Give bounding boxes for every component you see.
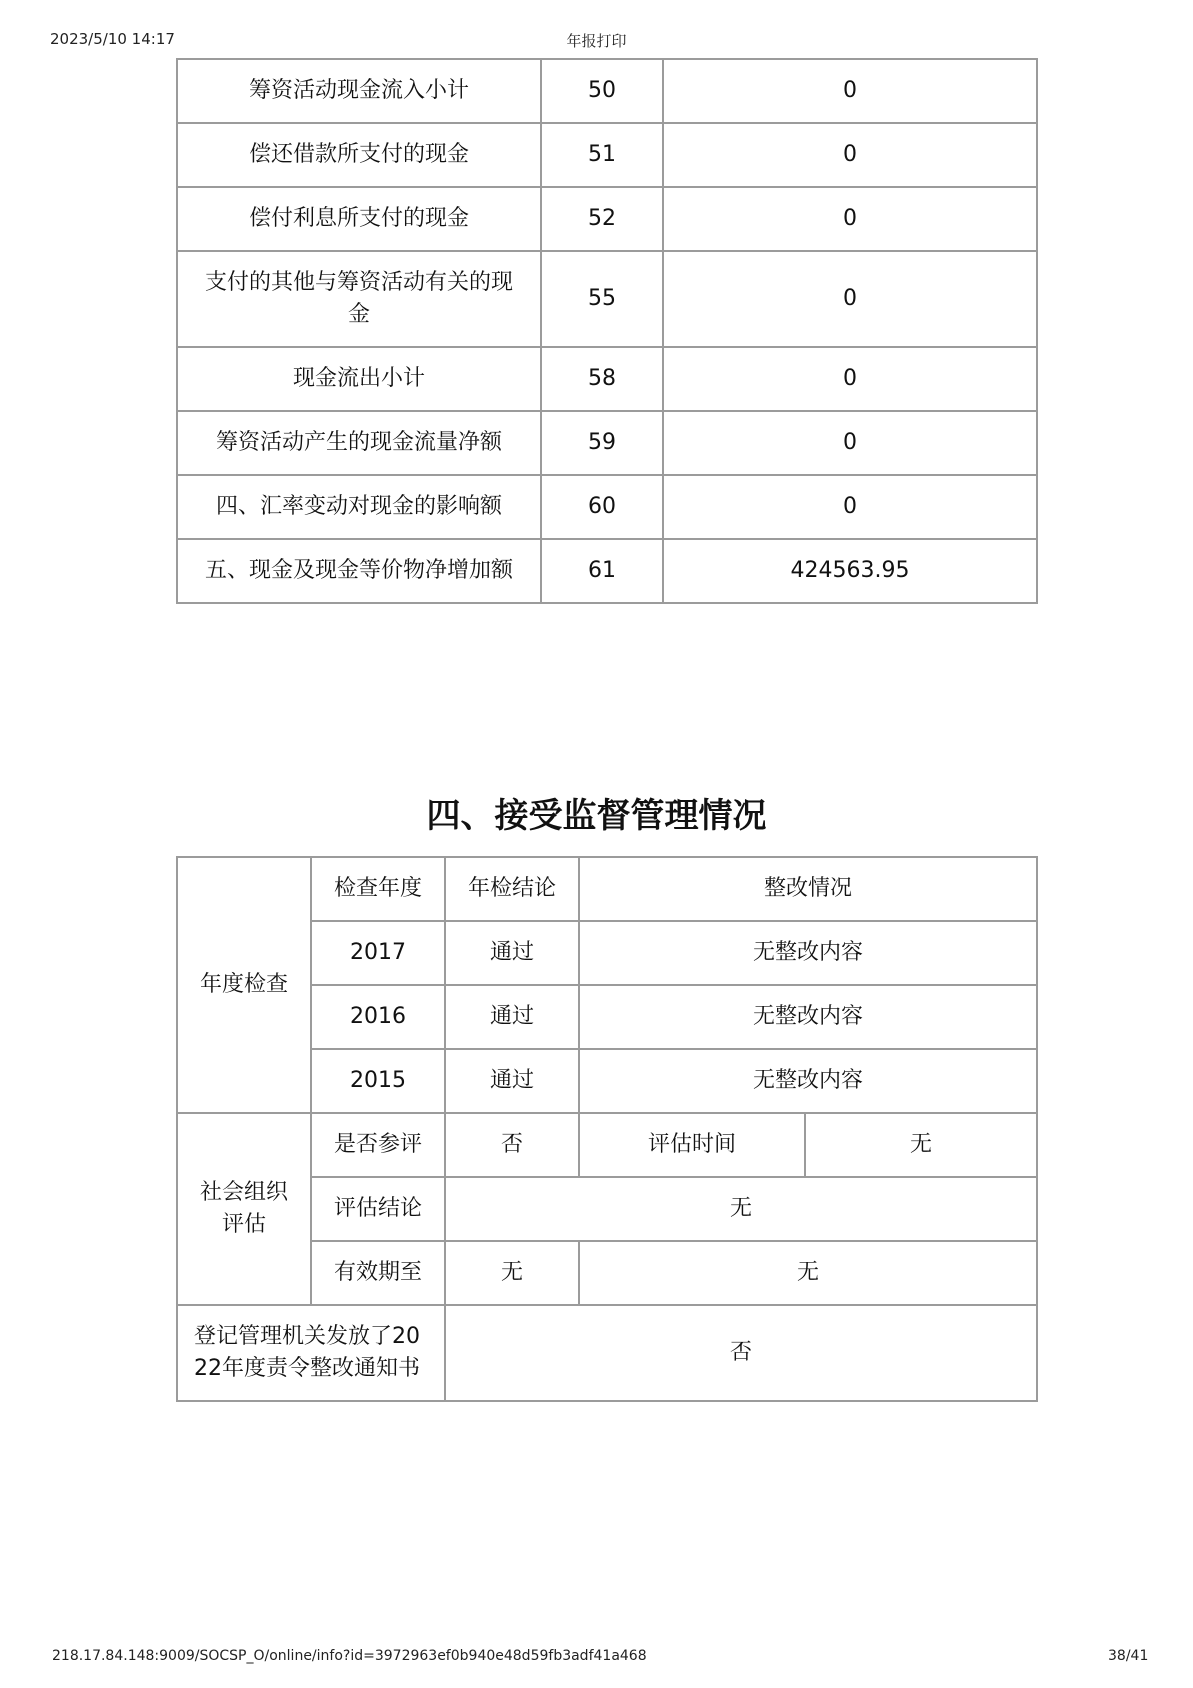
table-row — [177, 347, 1037, 411]
print-datetime: 2023/5/10 14:17 — [50, 30, 175, 48]
cashflow-value: 0 — [663, 123, 1037, 187]
cashflow-line-no: 52 — [541, 187, 663, 251]
inspection-conclusion: 通过 — [445, 921, 579, 985]
valid-until-label: 有效期至 — [311, 1241, 445, 1305]
eval-time-value: 无 — [805, 1113, 1037, 1177]
cashflow-item: 五、现金及现金等价物净增加额 — [177, 539, 541, 603]
header-rectification: 整改情况 — [579, 857, 1037, 921]
footer-url: 218.17.84.148:9009/SOCSP_O/online/info?id=3972963ef0b940e48d59fb3adf41a468 — [52, 1648, 647, 1664]
cashflow-table — [176, 58, 1038, 604]
supervision-table — [176, 856, 1038, 1402]
cashflow-line-no: 58 — [541, 347, 663, 411]
table-row — [177, 187, 1037, 251]
cashflow-item: 筹资活动现金流入小计 — [177, 59, 541, 123]
cashflow-value: 0 — [663, 251, 1037, 347]
inspection-year: 2016 — [311, 985, 445, 1049]
social-eval-label: 社会组织评估 — [177, 1113, 311, 1305]
rectification-notice-value: 否 — [445, 1305, 1037, 1401]
cashflow-line-no: 60 — [541, 475, 663, 539]
page-number: 38/41 — [1108, 1648, 1149, 1664]
inspection-conclusion: 通过 — [445, 1049, 579, 1113]
cashflow-item: 四、汇率变动对现金的影响额 — [177, 475, 541, 539]
cashflow-line-no: 50 — [541, 59, 663, 123]
cashflow-item: 筹资活动产生的现金流量净额 — [177, 411, 541, 475]
cashflow-value: 0 — [663, 187, 1037, 251]
cashflow-line-no: 61 — [541, 539, 663, 603]
inspection-rectification: 无整改内容 — [579, 1049, 1037, 1113]
header-year: 检查年度 — [311, 857, 445, 921]
eval-time-label: 评估时间 — [579, 1113, 805, 1177]
rectification-notice-label: 登记管理机关发放了2022年度责令整改通知书 — [177, 1305, 445, 1401]
inspection-rectification: 无整改内容 — [579, 985, 1037, 1049]
inspection-conclusion: 通过 — [445, 985, 579, 1049]
table-row — [177, 857, 1037, 921]
cashflow-item: 偿付利息所支付的现金 — [177, 187, 541, 251]
table-row — [177, 1305, 1037, 1401]
inspection-year: 2015 — [311, 1049, 445, 1113]
cashflow-item: 现金流出小计 — [177, 347, 541, 411]
table-row — [177, 1113, 1037, 1177]
table-row — [177, 411, 1037, 475]
cashflow-value: 424563.95 — [663, 539, 1037, 603]
cashflow-line-no: 51 — [541, 123, 663, 187]
eval-conclusion-value: 无 — [445, 1177, 1037, 1241]
valid-until-value-2: 无 — [579, 1241, 1037, 1305]
header-conclusion: 年检结论 — [445, 857, 579, 921]
cashflow-value: 0 — [663, 347, 1037, 411]
participated-label: 是否参评 — [311, 1113, 445, 1177]
table-row — [177, 123, 1037, 187]
table-row — [177, 251, 1037, 347]
cashflow-value: 0 — [663, 475, 1037, 539]
inspection-year: 2017 — [311, 921, 445, 985]
cashflow-line-no: 55 — [541, 251, 663, 347]
cashflow-item: 支付的其他与筹资活动有关的现金 — [177, 251, 541, 347]
cashflow-value: 0 — [663, 411, 1037, 475]
section-title: 四、接受监督管理情况 — [426, 796, 767, 836]
table-row — [177, 59, 1037, 123]
inspection-rectification: 无整改内容 — [579, 921, 1037, 985]
cashflow-line-no: 59 — [541, 411, 663, 475]
table-row — [177, 475, 1037, 539]
participated-value: 否 — [445, 1113, 579, 1177]
valid-until-value: 无 — [445, 1241, 579, 1305]
cashflow-value: 0 — [663, 59, 1037, 123]
cashflow-item: 偿还借款所支付的现金 — [177, 123, 541, 187]
eval-conclusion-label: 评估结论 — [311, 1177, 445, 1241]
table-row — [177, 539, 1037, 603]
annual-inspection-label: 年度检查 — [177, 857, 311, 1113]
print-title: 年报打印 — [566, 32, 627, 50]
